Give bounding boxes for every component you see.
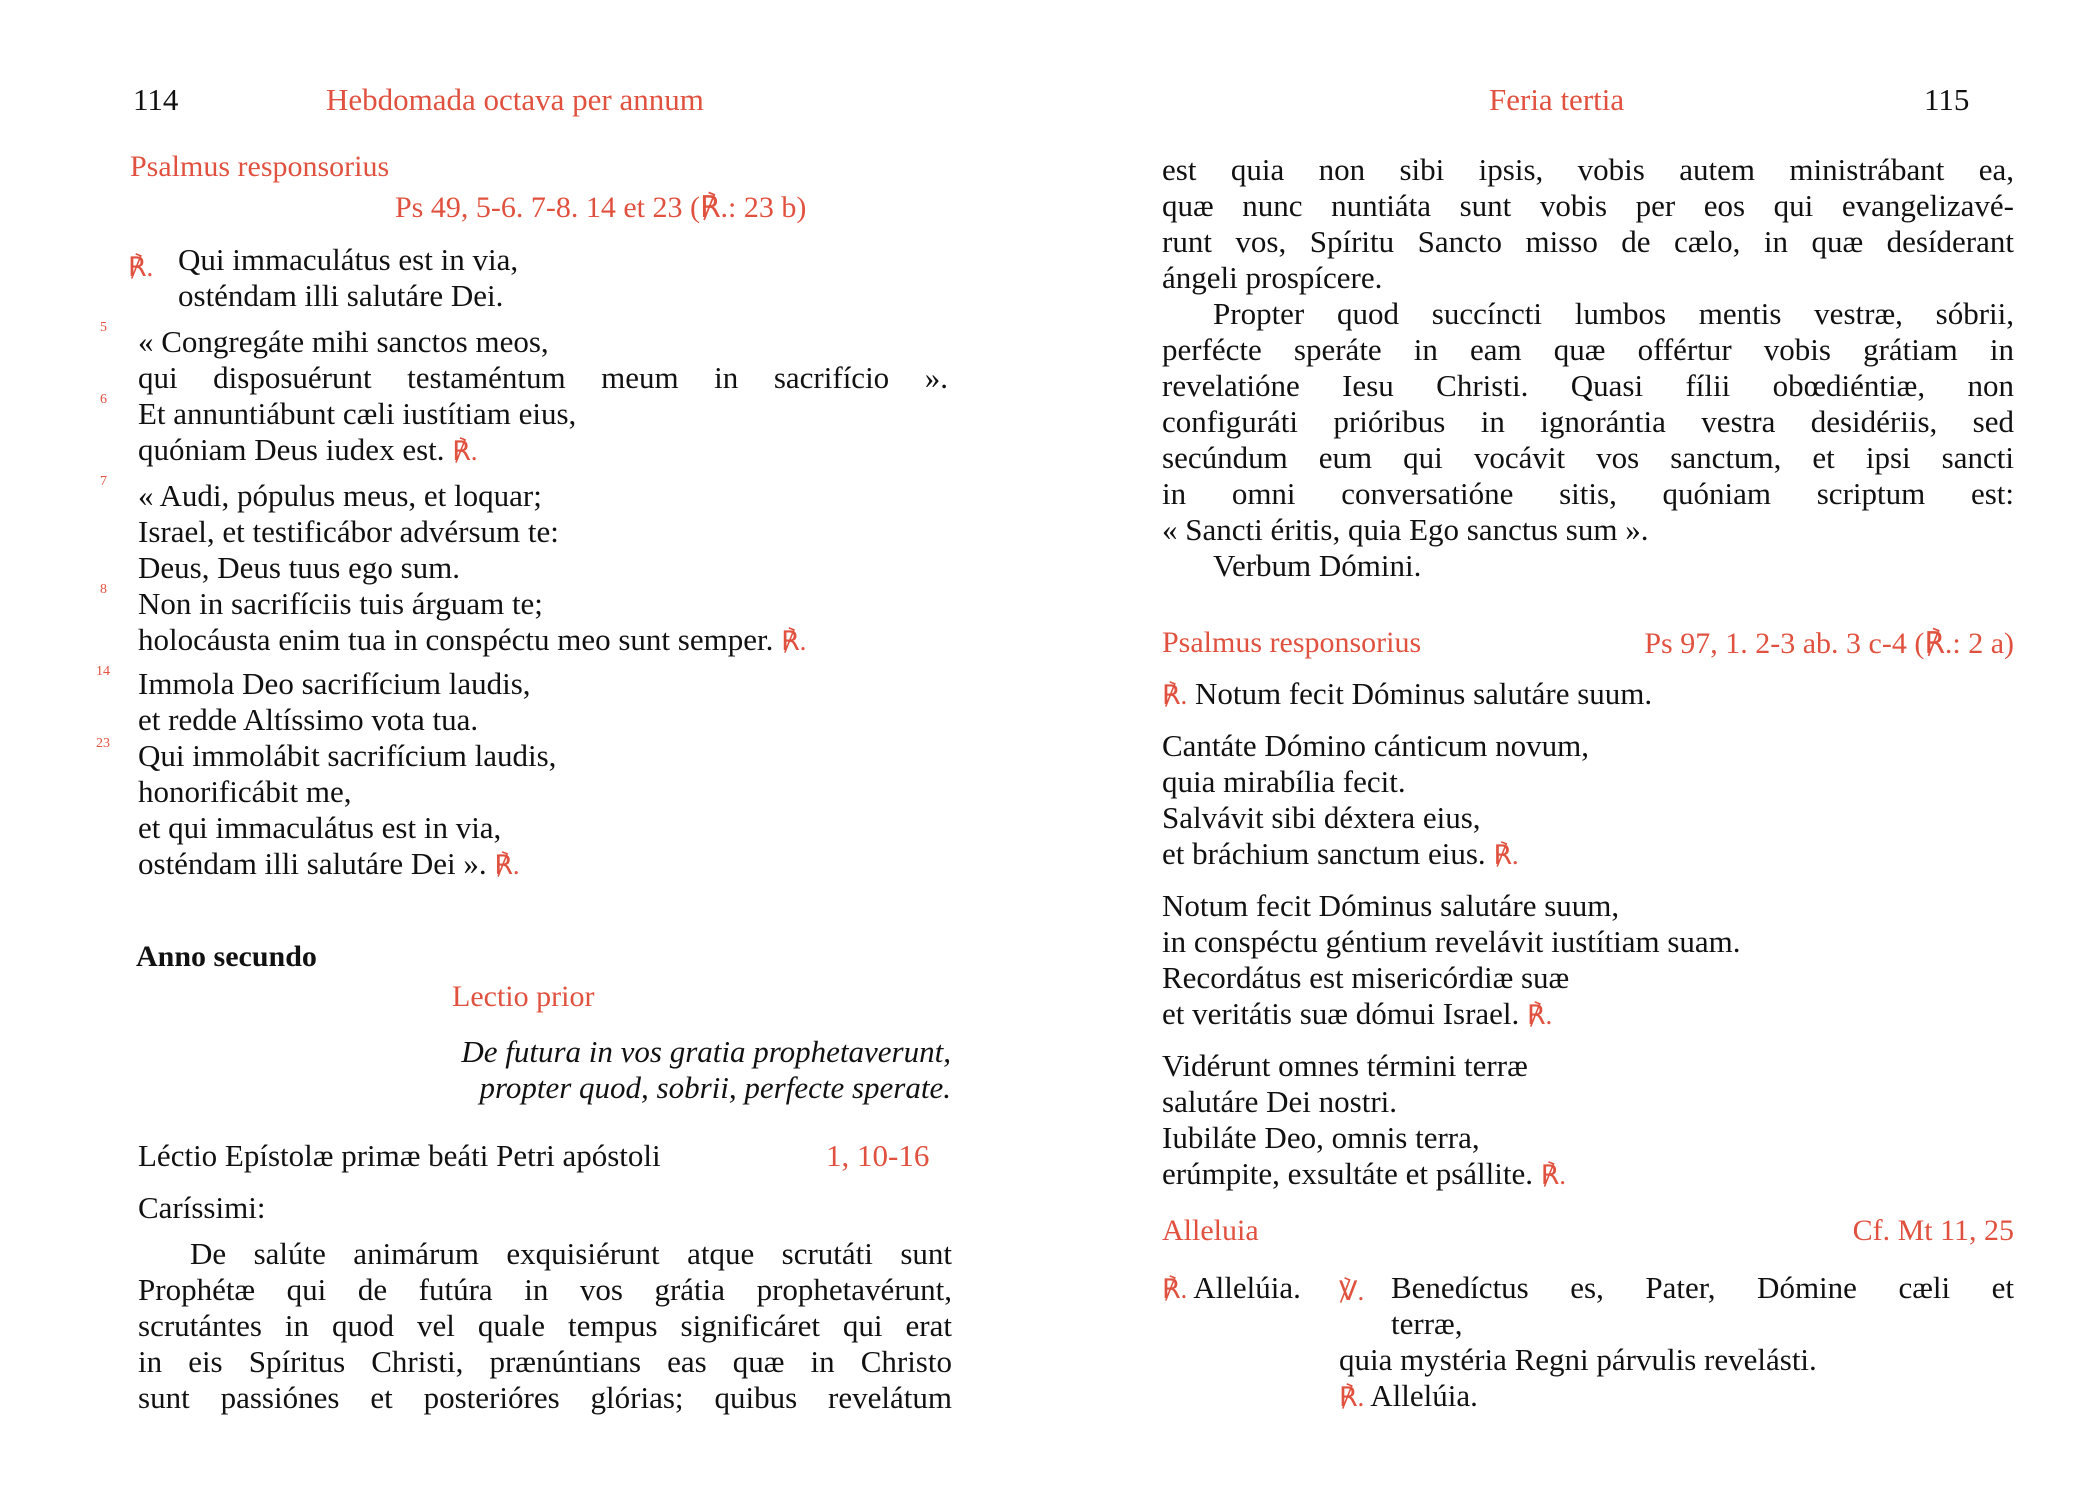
verse-number: 14 [96, 664, 110, 679]
psalm-line [1162, 996, 1552, 1033]
reading-line: secúndum eum qui vocávit vos sanctum, et ipsi sancti [1162, 440, 2014, 475]
psalm-line-text: et veritátis suæ dómui Israel. [1162, 996, 1520, 1031]
psalm-line: Iubiláte Deo, omnis terra, [1162, 1120, 1480, 1155]
psalm-line: Cantáte Dómino cánticum novum, [1162, 728, 1590, 763]
reading-title: Léctio Epístolæ primæ beáti Petri apóstoli [138, 1138, 661, 1173]
psalm-title: Psalmus responsorius [130, 150, 390, 183]
psalm-line: in conspéctu géntium revelávit iustítiam suam. [1162, 924, 1741, 959]
verse-number: 23 [96, 736, 110, 751]
alleluia-reference: Cf. Mt 11, 25 [1852, 1214, 2014, 1247]
reading-line: perfécte speráte in eam quæ offértur vobis grátiam in [1162, 332, 2014, 367]
lectio-title: Lectio prior [452, 980, 595, 1013]
psalm-line: Vidérunt omnes términi terræ [1162, 1048, 1528, 1083]
alleluia-line [1162, 1270, 1301, 1307]
reading-line: scrutántes in quod vel quale tempus significáret qui erat [138, 1308, 952, 1343]
reading-line: revelatióne Iesu Christi. Quasi fílii obœdiéntiæ, non [1162, 368, 2014, 403]
psalm-line-text: quóniam Deus iudex est. [138, 432, 445, 467]
response-symbol: ℟. [1162, 1274, 1188, 1304]
response-symbol: ℟. [452, 436, 478, 466]
verse-number: 5 [100, 320, 107, 335]
reading-line: in eis Spíritus Christi, prænúntians eas quæ in Christo [138, 1344, 952, 1379]
page-number: 114 [133, 82, 179, 117]
refrain-line: osténdam illi salutáre Dei. [178, 278, 504, 313]
reading-summary-line: De futura in vos gratia prophetaverunt, [461, 1034, 951, 1069]
salutation: Caríssimi: [138, 1190, 266, 1225]
reading-line: « Sancti éritis, quia Ego sanctus sum ». [1162, 512, 1649, 547]
psalm-line: Deus, Deus tuus ego sum. [138, 550, 461, 585]
reading-line: Prophétæ qui de futúra in vos grátia prophetavérunt, [138, 1272, 952, 1307]
reading-line: est quia non sibi ipsis, vobis autem ministrábant ea, [1162, 152, 2014, 187]
reading-line: sunt passiónes et posterióres glórias; quibus revelátum [138, 1380, 952, 1415]
verbum-domini: Verbum Dómini. [1213, 548, 1422, 583]
refrain-line [1162, 676, 1652, 713]
right-page [1039, 0, 2078, 1500]
reading-line: runt vos, Spíritu Sancto misso de cælo, in quæ desíderant [1162, 224, 2014, 259]
running-head: Feria tertia [1489, 82, 1625, 117]
response-symbol: ℟. [1493, 840, 1519, 870]
reading-line: configuráti prióribus in ignorántia vestra desidériis, sed [1162, 404, 2014, 439]
versicle-symbol: ℣. [1339, 1276, 1365, 1306]
alleluia-line: terræ, [1391, 1306, 1463, 1341]
alleluia-text: Allelúia. [1370, 1378, 1478, 1413]
psalm-line: et qui immaculátus est in via, [138, 810, 502, 845]
psalm-line: Et annuntiábunt cæli iustítiam eius, [138, 396, 577, 431]
alleluia-text: Allelúia. [1193, 1270, 1301, 1305]
response-symbol: ℟. [1540, 1160, 1567, 1190]
running-head: Hebdomada octava per annum [326, 82, 704, 117]
psalm-line [1162, 836, 1519, 873]
response-symbol: ℟. [781, 626, 807, 656]
psalm-line: « Congregáte mihi sanctos meos, [138, 324, 549, 359]
psalm-line: Qui immolábit sacrifícium laudis, [138, 738, 557, 773]
psalm-title: Psalmus responsorius [1162, 626, 1422, 659]
anno-heading: Anno secundo [136, 940, 317, 973]
psalm-line: honorificábit me, [138, 774, 352, 809]
psalm-line: Salvávit sibi déxtera eius, [1162, 800, 1481, 835]
psalm-line: et redde Altíssimo vota tua. [138, 702, 479, 737]
reading-summary-line: propter quod, sobrii, perfecte sperate. [479, 1070, 951, 1105]
response-symbol: ℟. [1527, 1000, 1553, 1030]
psalm-reference: Ps 49, 5-6. 7-8. 14 et 23 (℟.: 23 b) [395, 191, 807, 224]
psalm-line: « Audi, pópulus meus, et loquar; [138, 478, 542, 513]
reading-line: in omni conversatióne sitis, quóniam scriptum est: [1162, 476, 2014, 511]
psalm-line-text: osténdam illi salutáre Dei ». [138, 846, 487, 881]
psalm-line [138, 846, 520, 883]
response-symbol: ℟. [494, 850, 520, 880]
reading-line: De salúte animárum exquisiérunt atque scrutáti sunt [190, 1236, 952, 1271]
alleluia-line: quia mystéria Regni párvulis revelásti. [1339, 1342, 1817, 1377]
psalm-line: quia mirabília fecit. [1162, 764, 1406, 799]
psalm-line: Immola Deo sacrifícium laudis, [138, 666, 531, 701]
response-symbol: ℟. [1339, 1382, 1365, 1412]
refrain-line: Qui immaculátus est in via, [178, 242, 519, 277]
psalm-line: Notum fecit Dóminus salutáre suum, [1162, 888, 1620, 923]
psalm-reference: Ps 97, 1. 2-3 ab. 3 c-4 (℟.: 2 a) [1644, 627, 2014, 660]
verse-number: 8 [100, 582, 107, 597]
response-symbol: ℟. [128, 252, 154, 282]
page-number: 115 [1924, 82, 1970, 117]
reading-line: quæ nunc nuntiáta sunt vobis per eos qui evangelizavé- [1162, 188, 2014, 223]
alleluia-line: Benedíctus es, Pater, Dómine cæli et [1391, 1270, 2014, 1305]
psalm-line: Israel, et testificábor advérsum te: [138, 514, 559, 549]
reading-line: ángeli prospícere. [1162, 260, 1383, 295]
psalm-line-text: et bráchium sanctum eius. [1162, 836, 1486, 871]
alleluia-title: Alleluia [1162, 1214, 1259, 1247]
psalm-line [138, 622, 806, 659]
reading-reference: 1, 10-16 [826, 1138, 930, 1173]
verse-number: 7 [100, 474, 107, 489]
psalm-line [138, 432, 478, 469]
alleluia-line [1339, 1378, 1478, 1415]
psalm-line: Non in sacrifíciis tuis árguam te; [138, 586, 543, 621]
psalm-line-text: erúmpite, exsultáte et psállite. [1162, 1156, 1534, 1191]
psalm-line [1162, 1156, 1566, 1193]
response-symbol: ℟. [1162, 680, 1188, 710]
psalm-line: qui disposuérunt testaméntum meum in sacrifício ». [138, 360, 948, 395]
psalm-line-text: holocáusta enim tua in conspéctu meo sunt semper. [138, 622, 774, 657]
psalm-line: salutáre Dei nostri. [1162, 1084, 1398, 1119]
verse-number: 6 [100, 392, 107, 407]
reading-line: Propter quod succíncti lumbos mentis vestræ, sóbrii, [1213, 296, 2014, 331]
psalm-line: Recordátus est misericórdiæ suæ [1162, 960, 1570, 995]
refrain-text: Notum fecit Dóminus salutáre suum. [1194, 676, 1653, 711]
